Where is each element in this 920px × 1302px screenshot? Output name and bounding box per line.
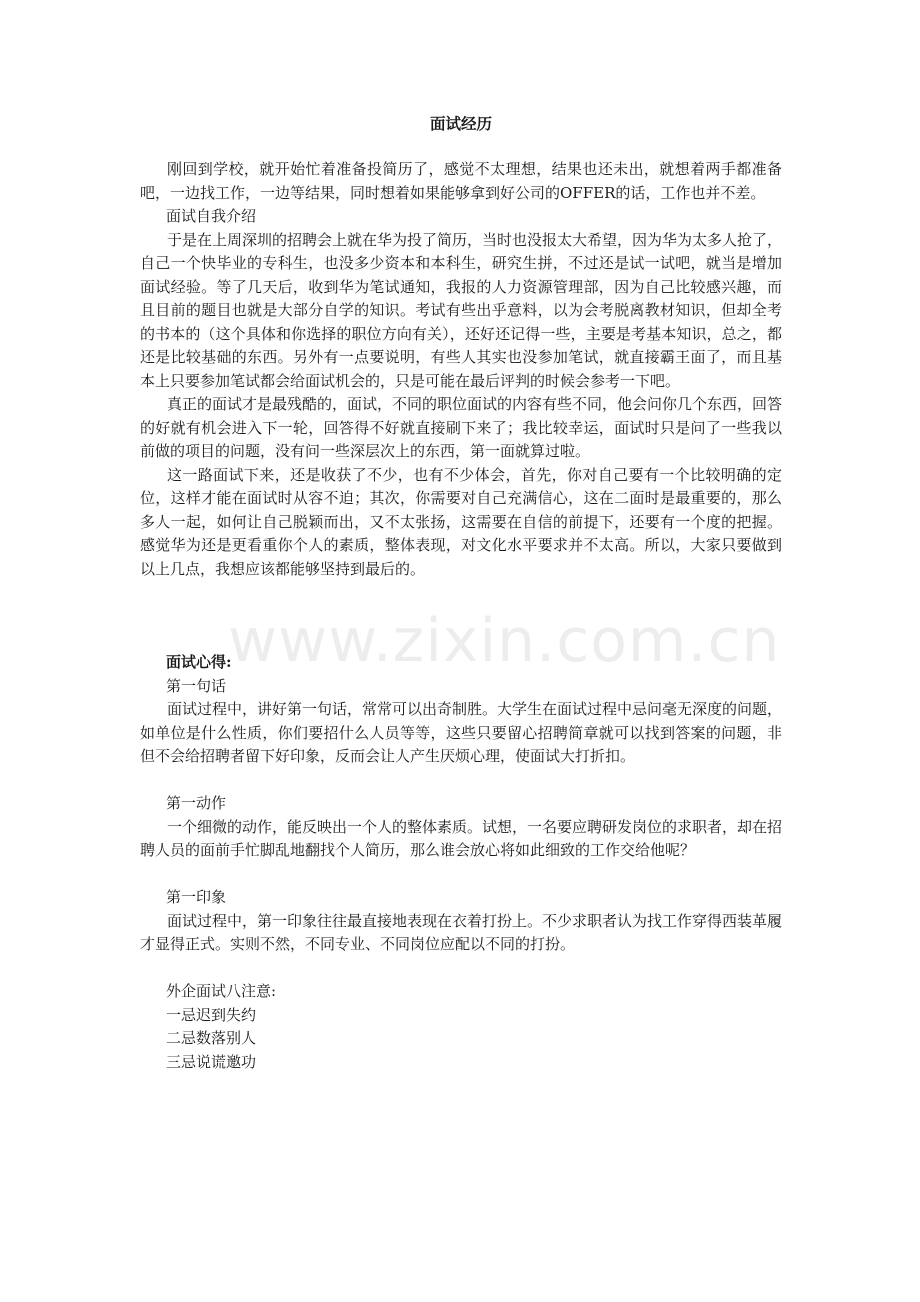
section-spacer — [140, 863, 782, 887]
list-item: 三忌说谎邀功 — [166, 1052, 257, 1071]
document-title: 面试经历 — [429, 114, 492, 133]
self-intro-heading: 面试自我介绍 — [166, 207, 257, 225]
first-sentence-paragraph: 面试过程中，讲好第一句话，常常可以出奇制胜。大学生在面试过程中忌问毫无深度的问题，如单位是什么性质，你们要招什么人员等等，这些只要留心招聘简章就可以找到答案的问题，非但不会给招聘者留下好印象，反而会让人产生厌烦心理，使面试大打折扣。 — [140, 700, 783, 765]
first-action-paragraph: 一个细微的动作，能反映出一个人的整体素质。试想，一名要应聘研发岗位的求职者，却在招聘人员的面前手忙脚乱地翻找个人简历，那么谁会放心将如此细致的工作交给他呢？ — [140, 817, 783, 859]
list-item: 二忌数落别人 — [166, 1029, 257, 1047]
first-action-heading: 第一动作 — [166, 794, 227, 812]
intro-paragraph: 刚回到学校，就开始忙着准备投简历了，感觉不太理想，结果也还未出，就想着两手都准备吧，一边找工作，一边等结果，同时想着如果能够拿到好公司的OFFER的话，工作也并不差。 — [140, 160, 782, 202]
first-sentence-heading: 第一句话 — [166, 676, 227, 695]
section-spacer — [140, 957, 782, 981]
huawei-paragraph: 于是在上周深圳的招聘会上就在华为投了简历，当时也没报太大希望，因为华为太多人抢了，自己一个快毕业的专科生，也没多少资本和本科生，研究生拼，不过还是试一试吧，就当是增加面试经验。等了几天后，收到华为笔试通知，我报的人力资源管理部，因为自己比较感兴趣，而且目前的题目也就是大部分自学的知识。考试有些出乎意料，以为会考脱离教材知识，但却全考的书本的（这个具体和你选择的职位方向有关），还好还记得一些，主要是考基本知识，总之，都还是比较基础的东西。另外有一点要说明，有些人其实也没参加笔试，就直接霸王面了，而且基本上只要参加笔试都会给面试机会的，只是可能在最后评判的时候会参考一下吧。 — [140, 230, 783, 390]
interview-paragraph: 真正的面试才是最残酷的，面试，不同的职位面试的内容有些不同，他会问你几个东西，回答的好就有机会进入下一轮，回答得不好就直接刷下来了；我比较幸运，面试时只是问了一些我以前做的项目的问题，没有问一些深层次上的东西，第一面就算过啦。 — [140, 395, 783, 460]
document-body — [140, 112, 782, 1074]
foreign-company-list — [140, 1004, 782, 1075]
first-impression-paragraph: 面试过程中，第一印象往往最直接地表现在衣着打扮上。不少求职者认为找工作穿得西装革履才显得正式。实则不然，不同专业、不同岗位应配以不同的打扮。 — [140, 911, 783, 953]
section-spacer — [140, 769, 782, 793]
tips-heading: 面试心得: — [166, 653, 232, 671]
foreign-company-heading: 外企面试八注意: — [166, 982, 277, 1000]
summary-paragraph: 这一路面试下来，还是收获了不少，也有不少体会，首先，你对自己要有一个比较明确的定位，这样才能在面试时从容不迫；其次，你需要对自己充满信心，这在二面时是最重要的，那么多人一起，如何让自己脱颖而出，又不太张扬，这需要在自信的前提下，还要有一个度的把握。感觉华为还是更看重你个人的素质，整体表现，对文化水平要求并不太高。所以，大家只要做到以上几点，我想应该都能够坚持到最后的。 — [140, 465, 782, 578]
watermark: www.zixin.com.cn — [228, 606, 781, 676]
section-spacer — [140, 581, 782, 651]
first-impression-heading: 第一印象 — [166, 888, 227, 906]
list-item: 一忌迟到失约 — [166, 1005, 257, 1024]
